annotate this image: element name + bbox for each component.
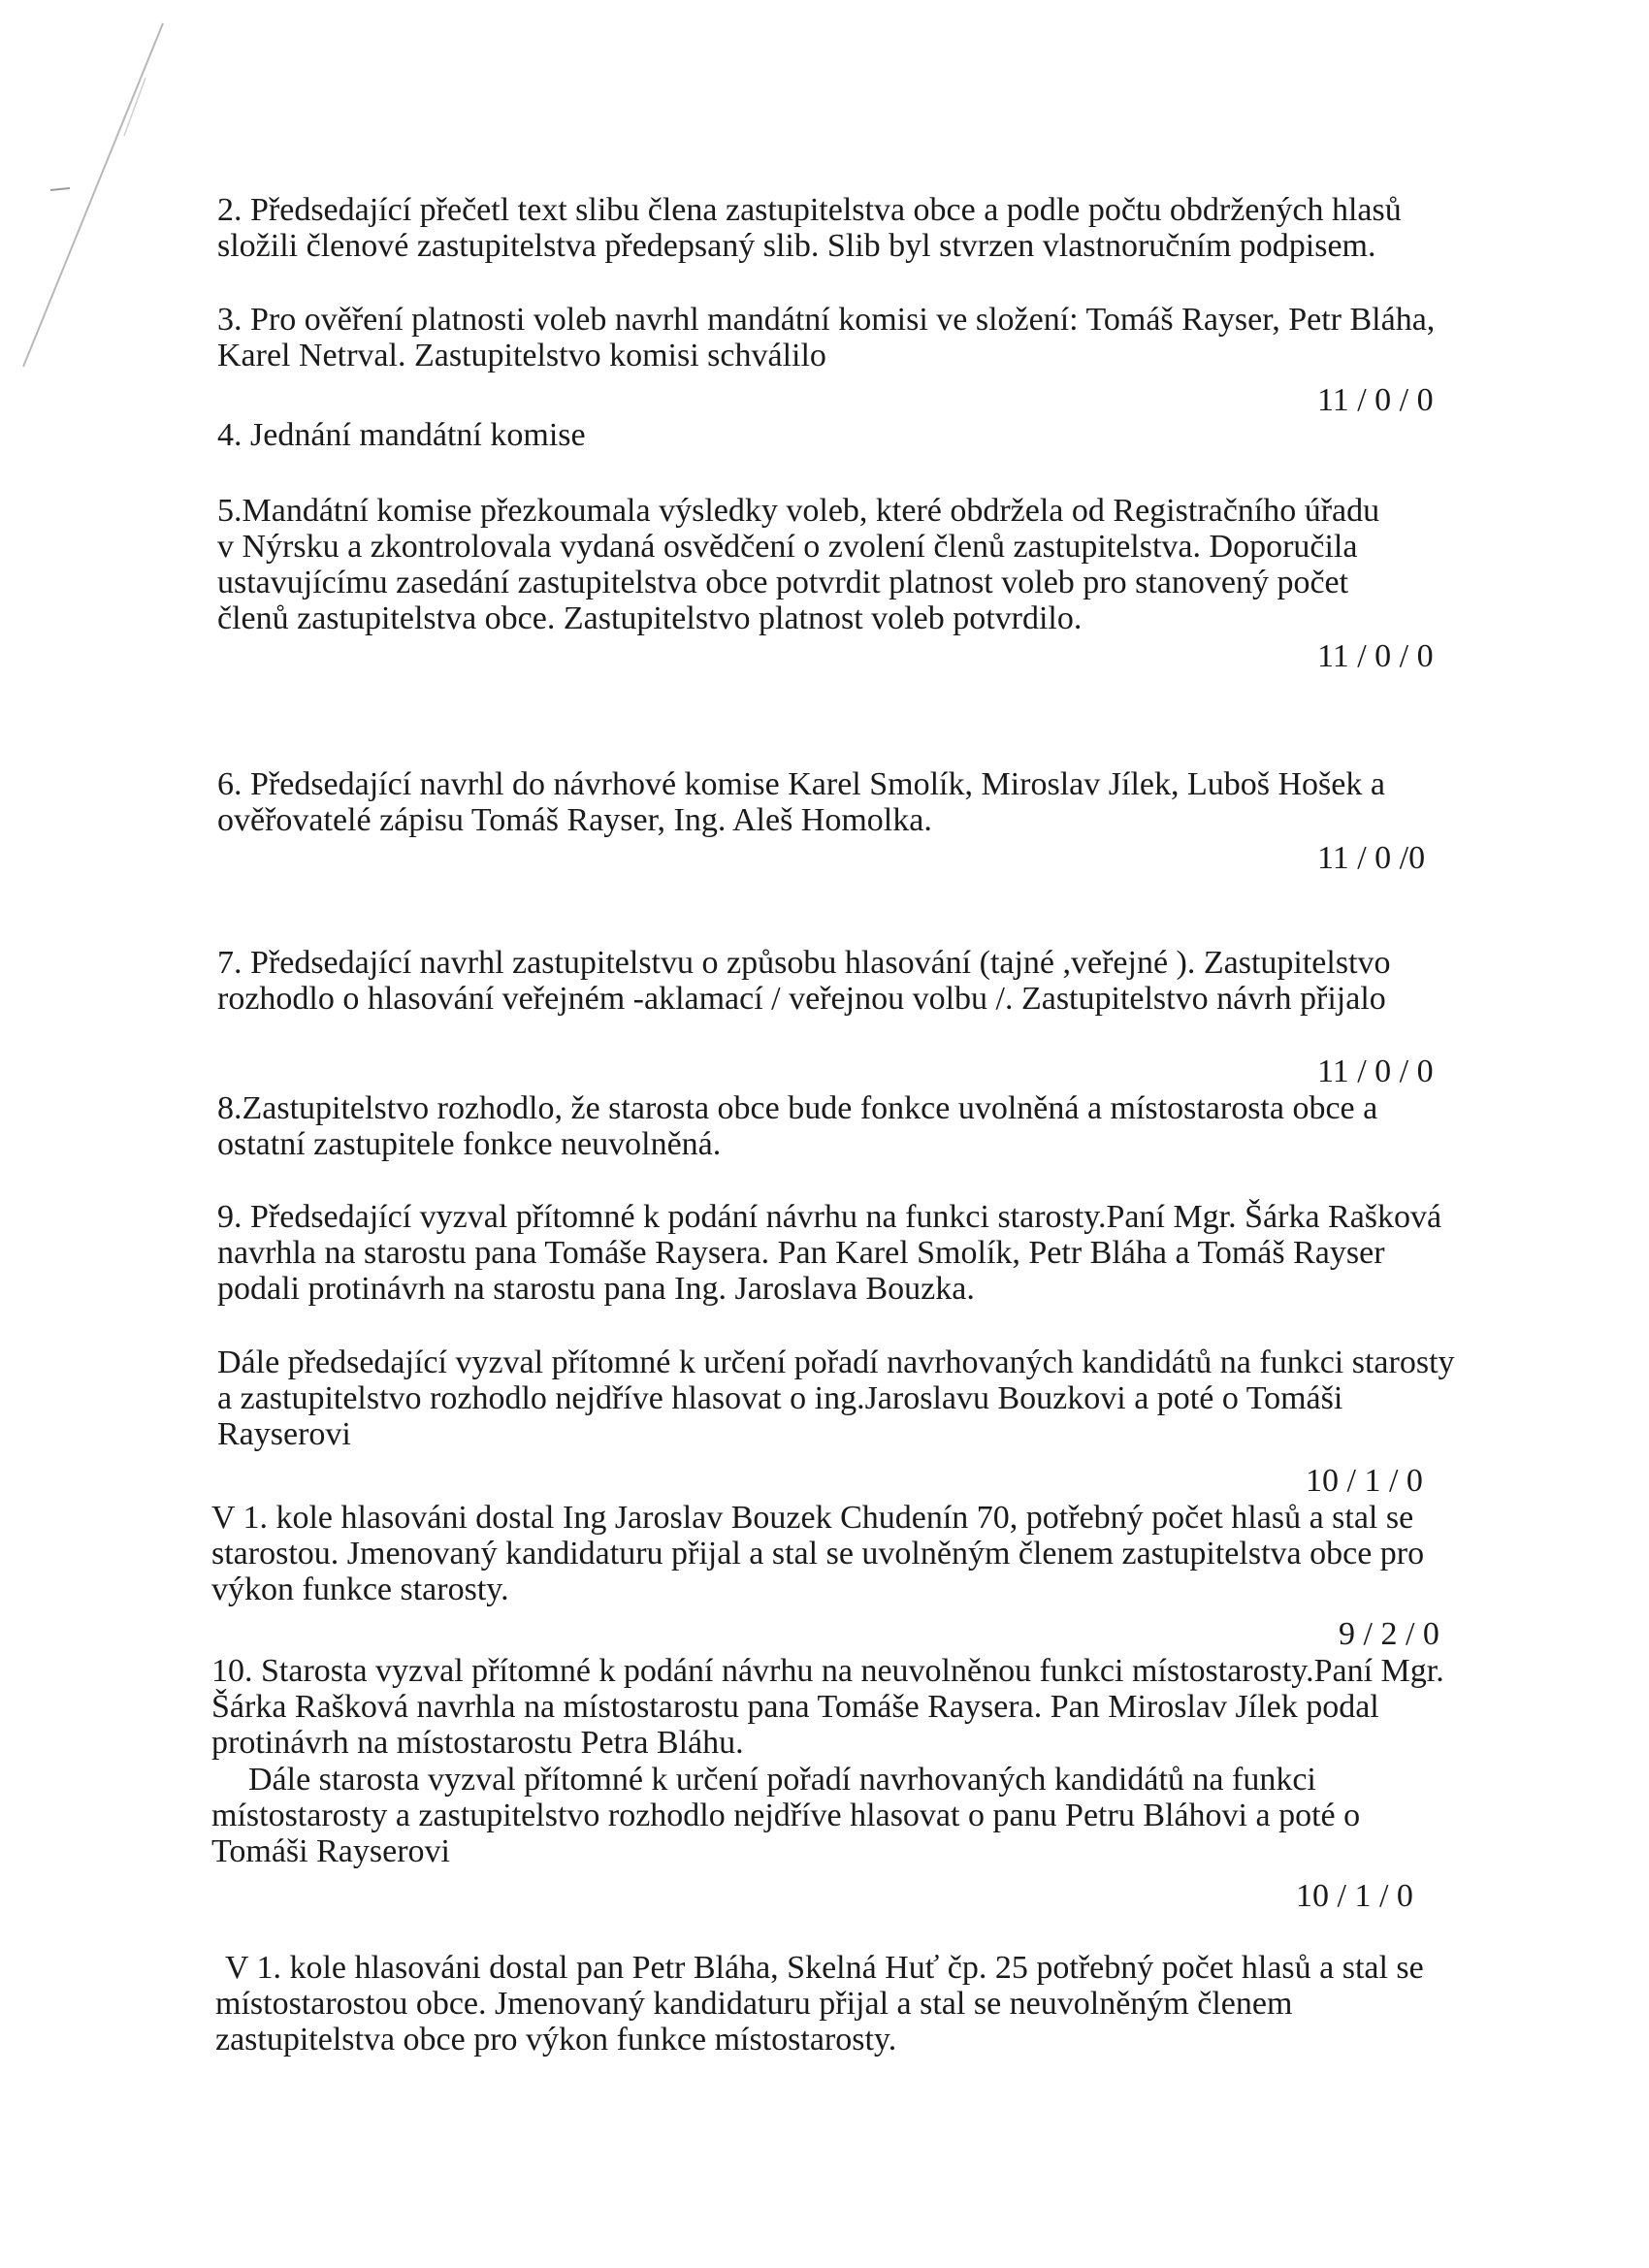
item-5-line-3: ustavujícímu zasedání zastupitelstva obce potvrdit platnost voleb pro stanovený počet xyxy=(217,565,1349,600)
item-5-line-4: členů zastupitelstva obce. Zastupitelstvo platnost voleb potvrdilo. xyxy=(217,600,1083,636)
item-3-line-1: 3. Pro ověření platnosti voleb navrhl mandátní komisi ve složení: Tomáš Rayser, Petr Bláha, xyxy=(217,302,1436,338)
item-9-line-3: podali protinávrh na starostu pana Ing. Jaroslava Bouzka. xyxy=(217,1271,975,1307)
scan-edge-mark xyxy=(0,0,194,407)
item-10-order-line-1: Dále starosta vyzval přítomné k určení pořadí navrhovaných kandidátů na funkci xyxy=(248,1762,1316,1798)
item-6-line-2: ověřovatelé zápisu Tomáš Rayser, Ing. Aleš Homolka. xyxy=(217,802,932,838)
item-9-result-line-1: V 1. kole hlasováni dostal Ing Jaroslav Bouzek Chudenín 70, potřebný počet hlasů a stal se xyxy=(211,1500,1414,1536)
item-9-result-vote-result: 9 / 2 / 0 xyxy=(1339,1616,1439,1652)
item-8-line-2: ostatní zastupitele fonkce neuvolněná. xyxy=(217,1126,722,1162)
item-10-line-2: Šárka Rašková navrhla na místostarostu pana Tomáše Raysera. Pan Miroslav Jílek podal xyxy=(211,1689,1379,1725)
item-10-order-line-3: Tomáši Rayserovi xyxy=(211,1833,450,1869)
item-5-line-2: v Nýrsku a zkontrolovala vydaná osvědčení o zvolení členů zastupitelstva. Doporučila xyxy=(217,529,1358,565)
item-9-line-2: navrhla na starostu pana Tomáše Raysera. Pan Karel Smolík, Petr Bláha a Tomáš Rayser xyxy=(217,1235,1385,1271)
item-9-order-line-2: a zastupitelstvo rozhodlo nejdříve hlasovat o ing.Jaroslavu Bouzkovi a poté o Tomáši xyxy=(217,1380,1343,1416)
item-2-line-2: složili členové zastupitelstva předepsaný slib. Slib byl stvrzen vlastnoručním podpisem. xyxy=(217,228,1376,264)
item-10-result-line-1: V 1. kole hlasováni dostal pan Petr Bláha, Skelná Huť čp. 25 potřebný počet hlasů a stal se xyxy=(225,1950,1424,1986)
item-7-line-2: rozhodlo o hlasování veřejném -aklamací / veřejnou volbu /. Zastupitelstvo návrh přijalo xyxy=(217,981,1386,1017)
item-10-result-line-2: místostarostou obce. Jmenovaný kandidaturu přijal a stal se neuvolněným členem xyxy=(215,1986,1293,2022)
item-10-line-1: 10. Starosta vyzval přítomné k podání návrhu na neuvolněnou funkci místostarosty.Paní Mgr. xyxy=(211,1653,1444,1689)
item-9-line-1: 9. Předsedající vyzval přítomné k podání návrhu na funkci starosty.Paní Mgr. Šárka Rašková xyxy=(217,1199,1442,1235)
item-7-line-1: 7. Předsedající navrhl zastupitelstvu o způsobu hlasování (tajné ,veřejné ). Zastupitelstvo xyxy=(217,945,1391,981)
item-5-vote-result: 11 / 0 / 0 xyxy=(1317,638,1434,674)
item-9-order-line-3: Rayserovi xyxy=(217,1416,351,1452)
item-3-line-2: Karel Netrval. Zastupitelstvo komisi schválilo xyxy=(217,338,826,373)
item-4-line-1: 4. Jednání mandátní komise xyxy=(217,417,586,453)
item-2-line-1: 2. Předsedající přečetl text slibu člena zastupitelstva obce a podle počtu obdržených hlasů xyxy=(217,192,1402,228)
item-10-order-line-2: místostarosty a zastupitelstvo rozhodlo nejdříve hlasovat o panu Petru Bláhovi a poté o xyxy=(211,1798,1361,1833)
item-9-order-vote-result: 10 / 1 / 0 xyxy=(1306,1463,1423,1499)
item-5-line-1: 5.Mandátní komise přezkoumala výsledky voleb, které obdržela od Registračního úřadu xyxy=(217,493,1380,529)
item-3-vote-result: 11 / 0 / 0 xyxy=(1317,382,1434,418)
item-10-result-line-3: zastupitelstva obce pro výkon funkce místostarosty. xyxy=(215,2022,897,2057)
item-7-vote-result: 11 / 0 / 0 xyxy=(1317,1053,1434,1089)
item-6-vote-result: 11 / 0 /0 xyxy=(1317,840,1426,876)
item-10-order-vote-result: 10 / 1 / 0 xyxy=(1296,1878,1413,1914)
item-9-result-line-2: starostou. Jmenovaný kandidaturu přijal a stal se uvolněným členem zastupitelstva obce pro xyxy=(211,1536,1425,1571)
item-10-line-3: protinávrh na místostarostu Petra Bláhu. xyxy=(211,1725,744,1761)
item-8-line-1: 8.Zastupitelstvo rozhodlo, že starosta obce bude fonkce uvolněná a místostarosta obce a xyxy=(217,1090,1378,1126)
item-9-order-line-1: Dále předsedající vyzval přítomné k určení pořadí navrhovaných kandidátů na funkci starosty xyxy=(217,1345,1455,1380)
item-6-line-1: 6. Předsedající navrhl do návrhové komise Karel Smolík, Miroslav Jílek, Luboš Hošek a xyxy=(217,766,1385,802)
item-9-result-line-3: výkon funkce starosty. xyxy=(211,1571,509,1607)
